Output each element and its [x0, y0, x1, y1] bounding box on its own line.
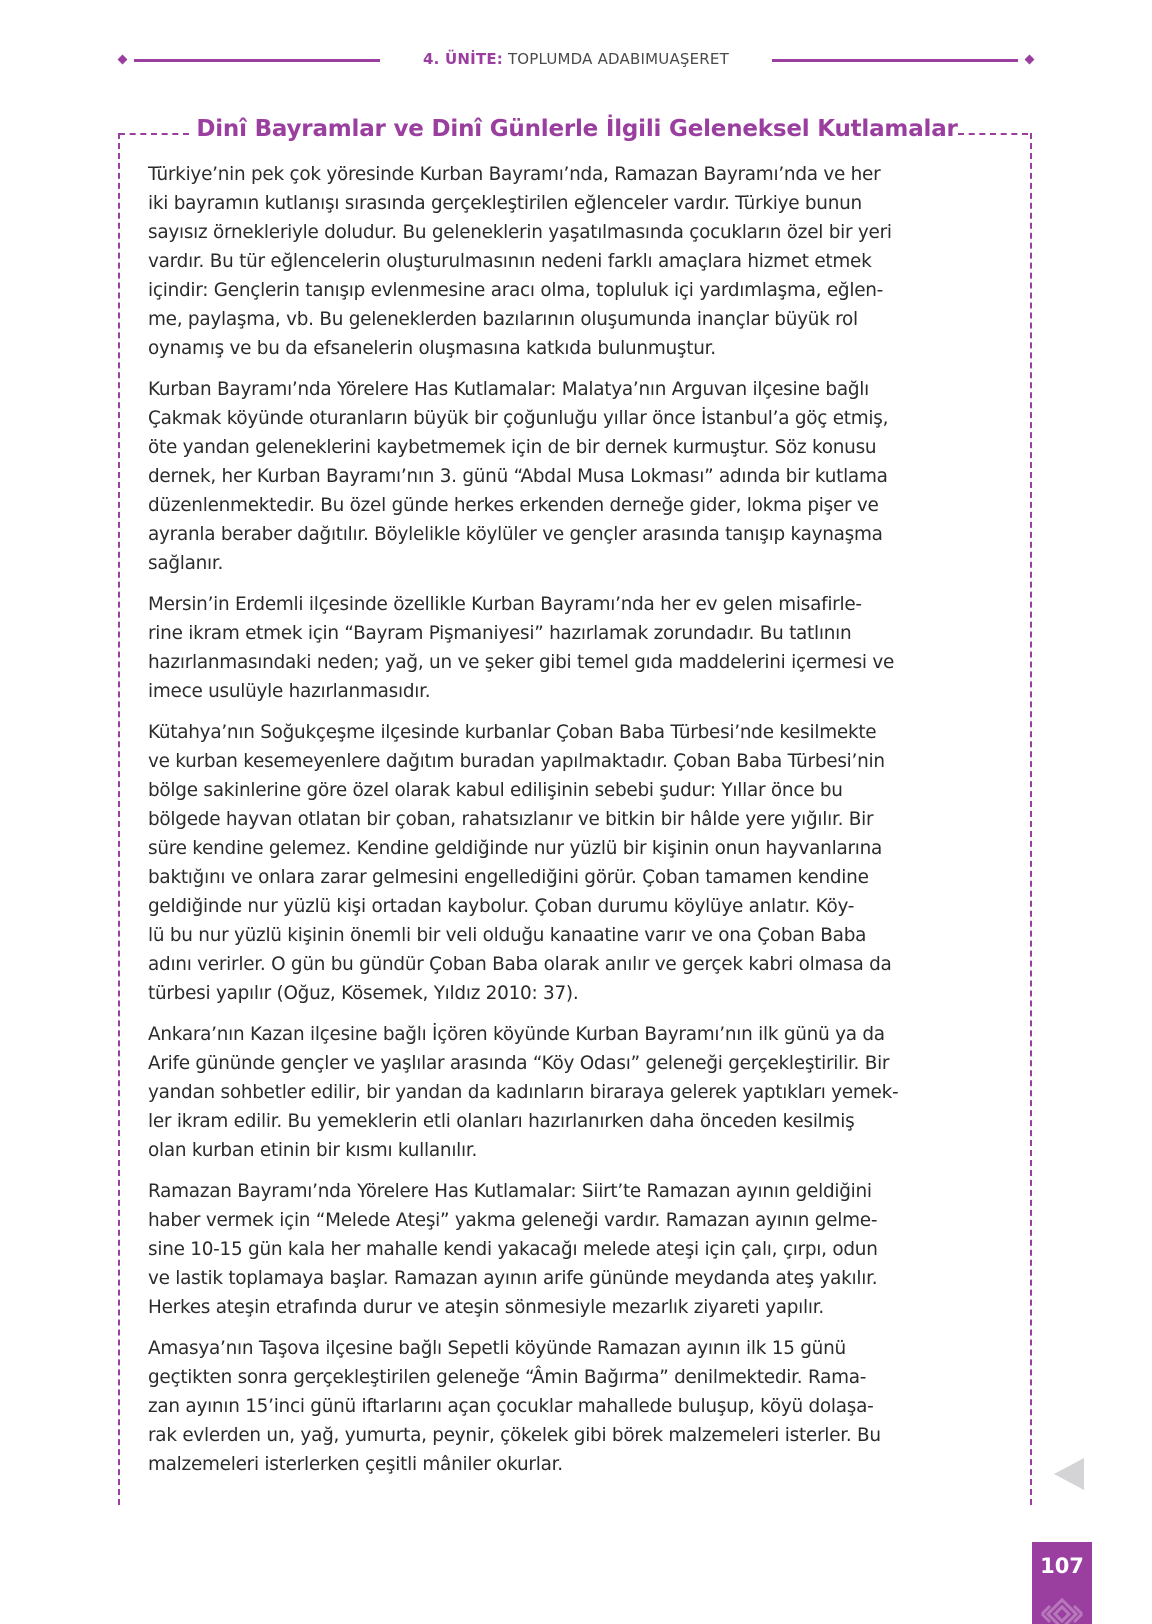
section-title: Dinî Bayramlar ve Dinî Günlerle İlgili Geleneksel Kutlamalar	[196, 116, 958, 142]
frame-left-edge	[118, 133, 120, 1505]
text-line: ve lastik toplamaya başlar. Ramazan ayının arife gününde meydanda ateş yakılır.	[148, 1268, 878, 1289]
text-line: dernek, her Kurban Bayramı’nın 3. günü “Abdal Musa Lokması” adında bir kutlama	[148, 466, 888, 487]
article-body	[148, 160, 1006, 1491]
ornament-icon	[1040, 1592, 1084, 1624]
text-line: Ramazan Bayramı’nda Yörelere Has Kutlamalar: Siirt’te Ramazan ayının geldiğini	[148, 1181, 872, 1202]
text-line: baktığını ve onlara zarar gelmesini engellediğini görür. Çoban tamamen kendine	[148, 867, 869, 888]
text-line: öte yandan geleneklerini kaybetmemek için de bir dernek kurmuştur. Söz konusu	[148, 437, 877, 458]
text-line: me, paylaşma, vb. Bu geleneklerden bazılarının oluşumunda inançlar büyük rol	[148, 309, 858, 330]
unit-label: 4. ÜNİTE:	[423, 50, 503, 68]
text-line: zan ayının 15’inci günü iftarlarını açan çocuklar mahallede buluşup, köyü dolaşa-	[148, 1396, 874, 1417]
left-triangle-icon	[1054, 1458, 1084, 1490]
frame-top-right	[958, 133, 1028, 135]
header-left-diamond	[118, 55, 128, 65]
paragraph	[148, 590, 1006, 706]
text-line: türbesi yapılır (Oğuz, Kösemek, Yıldız 2010: 37).	[148, 983, 579, 1004]
text-line: içindir: Gençlerin tanışıp evlenmesine aracı olma, topluluk içi yardımlaşma, eğlen-	[148, 280, 884, 301]
text-line: yandan sohbetler edilir, bir yandan da kadınların biraraya gelerek yaptıkları yemek-	[148, 1082, 899, 1103]
paragraph	[148, 1020, 1006, 1165]
text-line: Kurban Bayramı’nda Yörelere Has Kutlamalar: Malatya’nın Arguvan ilçesine bağlı	[148, 379, 870, 400]
text-line: ler ikram edilir. Bu yemeklerin etli olanları hazırlanırken daha önceden kesilmiş	[148, 1111, 855, 1132]
paragraph	[148, 375, 1006, 578]
running-header	[382, 50, 770, 68]
page-number: 107	[1040, 1554, 1084, 1578]
text-line: sine 10-15 gün kala her mahalle kendi yakacağı melede ateşi için çalı, çırpı, odun	[148, 1239, 878, 1260]
paragraph	[148, 1177, 1006, 1322]
text-line: adını verirler. O gün bu gündür Çoban Baba olarak anılır ve gerçek kabri olmasa da	[148, 954, 892, 975]
text-line: malzemeleri isterlerken çeşitli mâniler okurlar.	[148, 1454, 563, 1475]
paragraph	[148, 718, 1006, 1008]
text-line: rine ikram etmek için “Bayram Pişmaniyesi” hazırlamak zorundadır. Bu tatlının	[148, 623, 852, 644]
text-line: geçtikten sonra gerçekleştirilen geleneğe “Âmin Bağırma” denilmektedir. Rama-	[148, 1367, 867, 1388]
text-line: hazırlanmasındaki neden; yağ, un ve şeker gibi temel gıda maddelerini içermesi ve	[148, 652, 895, 673]
text-line: Kütahya’nın Soğukçeşme ilçesinde kurbanlar Çoban Baba Türbesi’nde kesilmekte	[148, 722, 877, 743]
text-line: olan kurban etinin bir kısmı kullanılır.	[148, 1140, 478, 1161]
text-line: vardır. Bu tür eğlencelerin oluşturulmasının nedeni farklı amaçlara hizmet etmek	[148, 251, 872, 272]
text-line: bölgede hayvan otlatan bir çoban, rahatsızlanır ve bitkin bir hâlde yere yığılır. Bir	[148, 809, 874, 830]
text-line: bölge sakinlerine göre özel olarak kabul edilişinin sebebi şudur: Yıllar önce bu	[148, 780, 843, 801]
text-line: ayranla beraber dağıtılır. Böylelikle köylüler ve gençler arasında tanışıp kaynaşma	[148, 524, 883, 545]
text-line: Çakmak köyünde oturanların büyük bir çoğunluğu yıllar önce İstanbul’a göç etmiş,	[148, 408, 889, 429]
text-line: Ankara’nın Kazan ilçesine bağlı İçören köyünde Kurban Bayramı’nın ilk günü ya da	[148, 1024, 885, 1045]
text-line: Mersin’in Erdemli ilçesinde özellikle Kurban Bayramı’nda her ev gelen misafirle-	[148, 594, 862, 615]
header-left-rule	[134, 59, 380, 62]
text-line: Herkes ateşin etrafında durur ve ateşin sönmesiyle mezarlık ziyareti yapılır.	[148, 1297, 824, 1318]
frame-right-edge	[1030, 133, 1032, 1505]
text-line: oynamış ve bu da efsanelerin oluşmasına katkıda bulunmuştur.	[148, 338, 716, 359]
text-line: sayısız örnekleriyle doludur. Bu geleneklerin yaşatılmasında çocukların özel bir yeri	[148, 222, 892, 243]
text-line: ve kurban kesemeyenlere dağıtım buradan yapılmaktadır. Çoban Baba Türbesi’nin	[148, 751, 885, 772]
header-right-rule	[772, 59, 1018, 62]
text-line: iki bayramın kutlanışı sırasında gerçekleştirilen eğlenceler vardır. Türkiye bunun	[148, 193, 862, 214]
text-line: düzenlenmektedir. Bu özel günde herkes erkenden derneğe gider, lokma pişer ve	[148, 495, 879, 516]
paragraph	[148, 1334, 1006, 1479]
text-line: rak evlerden un, yağ, yumurta, peynir, çökelek gibi börek malzemeleri isterler. Bu	[148, 1425, 881, 1446]
text-line: Amasya’nın Taşova ilçesine bağlı Sepetli köyünde Ramazan ayının ilk 15 günü	[148, 1338, 846, 1359]
text-line: süre kendine gelemez. Kendine geldiğinde nur yüzlü bir kişinin onun hayvanlarına	[148, 838, 883, 859]
text-line: sağlanır.	[148, 553, 224, 574]
header-right-diamond	[1025, 55, 1035, 65]
text-line: haber vermek için “Melede Ateşi” yakma geleneği vardır. Ramazan ayının gelme-	[148, 1210, 878, 1231]
paragraph	[148, 160, 1006, 363]
unit-title: TOPLUMDA ADABIMUAŞERET	[507, 50, 729, 68]
text-line: geldiğinde nur yüzlü kişi ortadan kaybolur. Çoban durumu köylüye anlatır. Köy-	[148, 896, 855, 917]
text-line: Türkiye’nin pek çok yöresinde Kurban Bayramı’nda, Ramazan Bayramı’nda ve her	[148, 164, 881, 185]
frame-top-left	[119, 133, 189, 135]
text-line: Arife gününde gençler ve yaşlılar arasında “Köy Odası” geleneği gerçekleştirilir. Bir	[148, 1053, 890, 1074]
text-line: imece usulüyle hazırlanmasıdır.	[148, 681, 431, 702]
page-number-tab	[1032, 1542, 1092, 1624]
text-line: lü bu nur yüzlü kişinin önemli bir veli olduğu kanaatine varır ve ona Çoban Baba	[148, 925, 867, 946]
